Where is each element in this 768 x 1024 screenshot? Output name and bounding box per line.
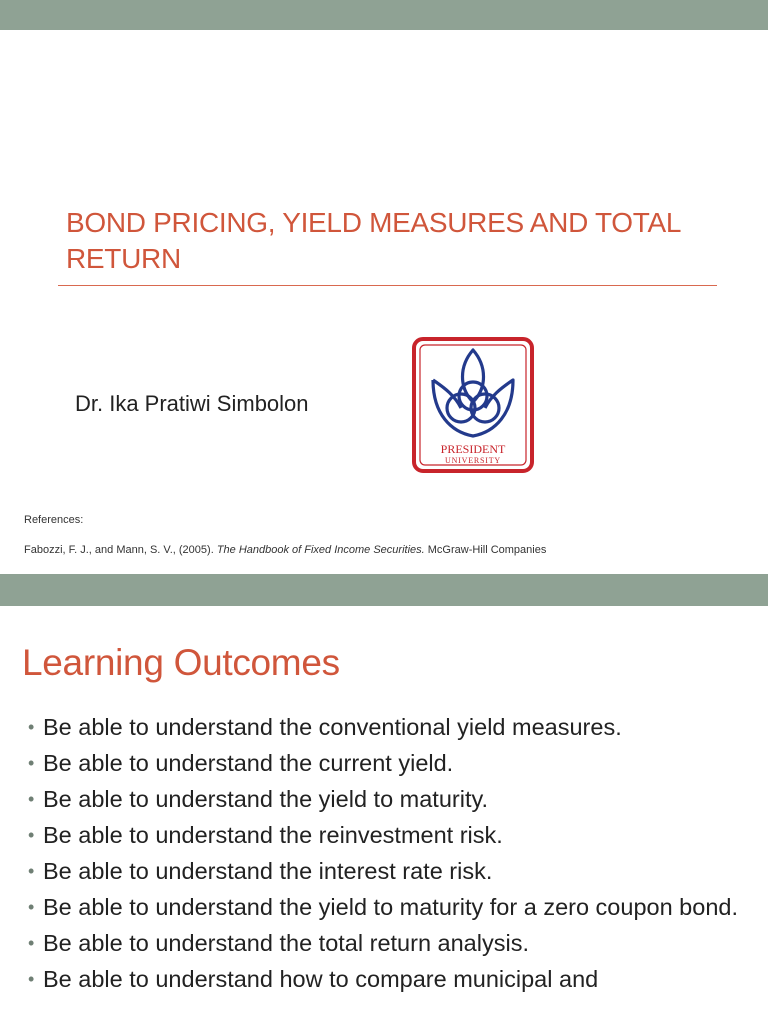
list-item: • Be able to understand the yield to maturity.	[28, 784, 742, 815]
reference-authors: Fabozzi, F. J., and Mann, S. V., (2005).	[24, 544, 214, 556]
slide-divider-band	[0, 574, 768, 606]
slide-title: BOND PRICING, YIELD MEASURES AND TOTAL RETURN	[66, 207, 681, 274]
list-item: • Be able to understand the total return analysis.	[28, 928, 742, 959]
list-item: • Be able to understand how to compare municipal and	[28, 964, 742, 995]
logo-text-line2: UNIVERSITY	[445, 456, 501, 465]
list-item: • Be able to understand the yield to maturity for a zero coupon bond.	[28, 892, 742, 923]
learning-outcomes-list	[28, 712, 742, 1000]
reference-entry	[24, 544, 546, 556]
slide-divider-band	[0, 0, 768, 30]
author-name: Dr. Ika Pratiwi Simbolon	[75, 391, 309, 416]
list-item: • Be able to understand the conventional yield measures.	[28, 712, 742, 743]
university-logo-icon	[411, 336, 535, 474]
title-underline	[58, 285, 717, 286]
list-item: • Be able to understand the current yield.	[28, 748, 742, 779]
reference-book-title: The Handbook of Fixed Income Securities.	[216, 544, 425, 556]
reference-publisher: McGraw-Hill Companies	[427, 544, 547, 556]
slide-title: Learning Outcomes	[22, 642, 340, 683]
logo-text-line1: PRESIDENT	[440, 442, 506, 456]
list-item: • Be able to understand the reinvestment risk.	[28, 820, 742, 851]
references-heading: References:	[24, 514, 84, 526]
list-item: • Be able to understand the interest rate risk.	[28, 856, 742, 887]
